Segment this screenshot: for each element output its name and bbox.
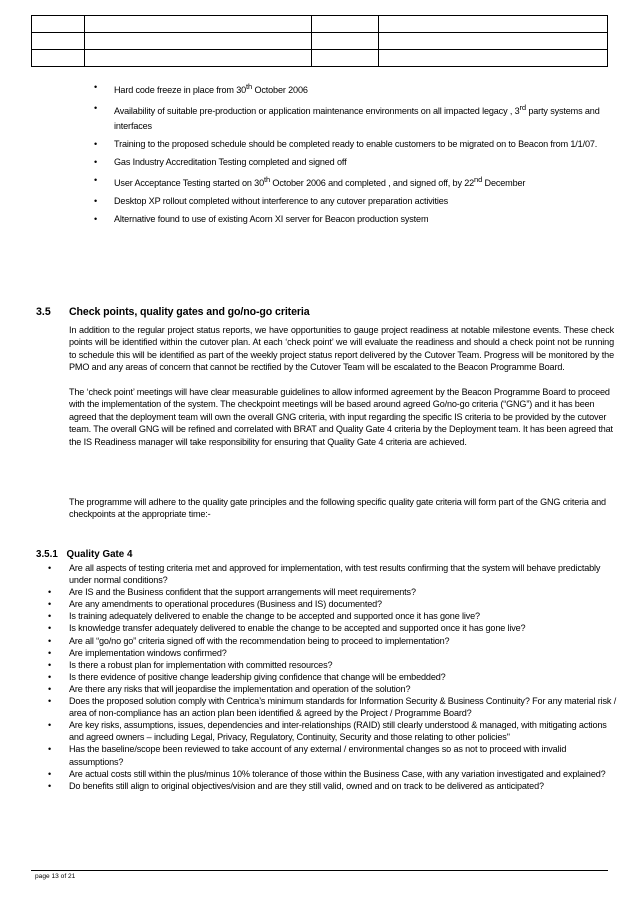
list-item — [46, 610, 618, 622]
table-cell — [312, 50, 379, 67]
list-item-text: Are IS and the Business confident that the support arrangements will meet requirements? — [69, 587, 416, 598]
list-item-text: Are there any risks that will jeopardise the implementation and operation of the solution? — [69, 683, 411, 694]
table-cell — [85, 50, 312, 67]
list-item-text: Is there a robust plan for implementation with committed resources? — [69, 659, 333, 670]
subsection-title: Quality Gate 4 — [66, 549, 133, 560]
list-item-text: October 2006 — [252, 85, 308, 96]
list-item — [92, 173, 632, 191]
list-item — [46, 659, 618, 671]
table-cell — [312, 33, 379, 50]
bullet-icon: • — [94, 82, 98, 92]
bullet-icon: • — [94, 103, 98, 114]
list-item — [92, 155, 632, 170]
bullet-icon: • — [94, 156, 98, 167]
bullet-icon: • — [94, 138, 98, 149]
footer-divider — [31, 870, 608, 871]
list-item — [46, 695, 618, 719]
list-item-text: Do benefits still align to original objectives/vision and are they still valid, owned and on track to be delivered as anticipated? — [69, 780, 544, 791]
bullet-icon: • — [48, 611, 52, 622]
list-item-text: Training to the proposed schedule should be completed ready to enable customers to be migrated on to Beacon from 1/1/07. — [114, 138, 598, 149]
bullet-icon: • — [94, 195, 98, 206]
superscript: th — [246, 82, 253, 91]
subsection-number: 3.5.1 — [36, 549, 58, 560]
list-item-text: Does the proposed solution comply with Centrica’s minimum standards for Information Security & Business Continuity? For any material risk / area of non-compliance has an action plan been identified & agreed by the Project / Programme Board? — [69, 696, 617, 719]
bullet-icon: • — [48, 720, 52, 731]
list-item — [92, 194, 632, 209]
table-cell — [379, 50, 608, 67]
list-item — [92, 212, 632, 227]
list-item — [46, 683, 618, 695]
quality-gate-list — [46, 562, 618, 792]
list-item-text: Is there evidence of positive change leadership giving confidence that change will be embedded? — [69, 671, 446, 682]
list-item-text: Is knowledge transfer adequately delivered to enable the change to be accepted and supported once it has gone live? — [69, 623, 526, 634]
section-title: Check points, quality gates and go/no-go criteria — [69, 306, 310, 318]
list-item-text: party systems and interfaces — [114, 106, 600, 131]
list-item-text: Has the baseline/scope been reviewed to take account of any external / environmental changes so as not to proceed with invalid assumptions? — [69, 744, 567, 767]
list-item-text: User Acceptance Testing started on 30 — [114, 177, 264, 188]
list-item — [46, 562, 618, 586]
superscript: rd — [519, 103, 526, 113]
bullet-icon: • — [48, 671, 52, 682]
table-cell — [85, 16, 312, 33]
list-item-text: Are any amendments to operational procedures (Business and IS) documented? — [69, 599, 382, 610]
bullet-icon: • — [48, 587, 52, 598]
superscript: nd — [474, 174, 483, 184]
table-cell — [379, 33, 608, 50]
list-item — [46, 586, 618, 598]
table-row — [32, 16, 608, 33]
list-item — [46, 719, 618, 743]
list-item-text: Are all “go/no go” criteria signed off with the recommendation being to proceed to implementation? — [69, 635, 450, 646]
table-row — [32, 33, 608, 50]
table-row — [32, 50, 608, 67]
table-cell — [85, 33, 312, 50]
subsection-heading — [36, 549, 132, 560]
list-item-text: Hard code freeze in place from 30 — [114, 85, 247, 96]
list-item — [46, 622, 618, 634]
list-item-text: Alternative found to use of existing Acorn XI server for Beacon production system — [114, 213, 429, 224]
list-item — [46, 780, 618, 792]
bullet-icon: • — [48, 647, 52, 658]
list-item-text: Are all aspects of testing criteria met and approved for implementation, with test results confirming that the system will behave predictably under normal conditions? — [69, 563, 601, 586]
list-item-text: Are implementation windows confirmed? — [69, 647, 227, 658]
list-item-text: Is training adequately delivered to enable the change to be accepted and supported once it has gone live? — [69, 611, 480, 622]
list-item-text: December — [482, 177, 526, 188]
list-item — [92, 80, 632, 98]
top-table — [31, 15, 608, 67]
list-item — [46, 635, 618, 647]
list-item-text: Are actual costs still within the plus/minus 10% tolerance of those within the Business Case, with any variation investigated and explained? — [69, 768, 606, 779]
list-item — [46, 647, 618, 659]
list-item — [46, 743, 618, 767]
bullet-icon: • — [48, 635, 52, 646]
table-cell — [32, 16, 85, 33]
bullet-icon: • — [48, 768, 52, 779]
section-number: 3.5 — [36, 306, 51, 318]
table-cell — [312, 16, 379, 33]
list-item — [46, 671, 618, 683]
section-paragraph: In addition to the regular project status reports, we have opportunities to gauge project readiness at notable milestone events. These check points will be identified within the cutover plan. At each ‘check point’ we will evaluate the readiness and should a check point not be running to schedule this will be identified as part of the weekly project status report delivered by the Cutover Team. Progress will be monitored by the PMO and any areas of concern that cannot be rectified by the Cutover Team will be escalated to the Beacon Programme Board. — [69, 325, 614, 373]
list-item — [92, 101, 632, 133]
list-item-text: Desktop XP rollout completed without interference to any cutover preparation activities — [114, 195, 449, 206]
superscript: th — [263, 174, 271, 184]
prerequisite-list — [92, 80, 632, 230]
page-number: page 13 of 21 — [35, 873, 76, 880]
section-paragraph: The ‘check point’ meetings will have clear measurable guidelines to allow informed agreement by the Beacon Programme Board to proceed with the implementation of the system. The checkpoint meetings will be based around agreed Go/no-go criteria (“GNG”) and it has been agreed that the deployment team will own the overall GNG criteria, with input regarding the specific IS criteria to be provided by the cutover team. The overall GNG will be refined and correlated with BRAT and Quality Gate 4 criteria by the Deployment team. It has been agreed that the IS Readiness manager will take responsibility for ensuring that Quality Gate 4 criteria are achieved. — [69, 387, 613, 447]
bullet-icon: • — [48, 563, 52, 573]
table-cell — [32, 50, 85, 67]
bullet-icon: • — [94, 213, 98, 224]
bullet-icon: • — [48, 780, 52, 791]
bullet-icon: • — [48, 744, 52, 755]
bullet-icon: • — [94, 174, 98, 185]
bullet-icon: • — [48, 623, 52, 634]
bullet-icon: • — [48, 696, 52, 707]
section-paragraph: The programme will adhere to the quality gate principles and the following specific quality gate criteria will form part of the GNG criteria and checkpoints at the appropriate time:- — [69, 497, 606, 520]
list-item-text: Availability of suitable pre-production or application maintenance environments on all impacted legacy , 3 — [114, 106, 520, 117]
table-cell — [379, 16, 608, 33]
bullet-icon: • — [48, 683, 52, 694]
list-item-text: October 2006 and completed , and signed off, by 22 — [270, 177, 475, 188]
list-item — [92, 137, 632, 152]
bullet-icon: • — [48, 599, 52, 610]
list-item-text: Gas Industry Accreditation Testing completed and signed off — [114, 156, 347, 167]
table-cell — [32, 33, 85, 50]
bullet-icon: • — [48, 659, 52, 670]
list-item — [46, 598, 618, 610]
list-item-text: Are key risks, assumptions, issues, dependencies and inter-relationships (RAID) still clearly understood & managed, with mitigating actions and agreed owners – including Legal, Privacy, Regulatory, Continuity, Security and those relating to other policies" — [69, 720, 607, 743]
list-item — [46, 768, 618, 780]
